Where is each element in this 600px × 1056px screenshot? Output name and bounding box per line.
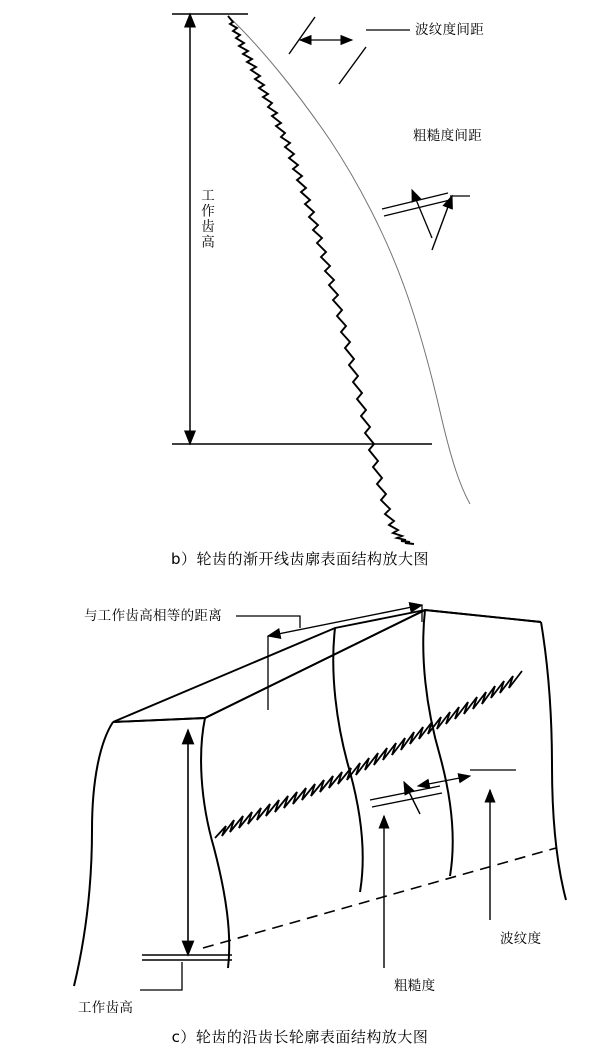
tooth-flank-3 <box>333 628 362 892</box>
label-waviness-spacing: 波纹度间距 <box>415 22 484 38</box>
label-working-tooth-height-b: 工作齿高 <box>198 188 214 250</box>
tooth-top-right-edge <box>425 610 541 622</box>
label-working-tooth-height-c: 工作齿高 <box>78 1000 134 1016</box>
trace-helper-hidden <box>227 15 378 509</box>
tooth-flank-4 <box>423 610 452 876</box>
nominal-profile-curve <box>228 16 470 504</box>
figure-b-group <box>172 14 470 544</box>
tooth-top-left-edge <box>113 718 205 722</box>
tooth-top-back-edge <box>113 610 425 722</box>
trace-helper-hidden-2 <box>228 16 418 537</box>
lead-surface-jagged-trace <box>215 671 522 838</box>
label-distance-equal-to-working-height: 与工作齿高相等的距离 <box>84 608 222 624</box>
working-height-leader-c <box>140 962 182 990</box>
profile-trace-jagged <box>228 16 414 544</box>
label-waviness: 波纹度 <box>500 931 542 947</box>
equal-distance-leader <box>236 616 300 628</box>
roughness-indicator-c <box>370 782 442 968</box>
caption-figure-b: b）轮齿的渐开线齿廓表面结构放大图 <box>170 550 430 568</box>
label-roughness: 粗糙度 <box>394 978 436 994</box>
label-roughness-spacing: 粗糙度间距 <box>413 128 482 144</box>
figure-c-group <box>74 605 566 990</box>
tooth-right-flank <box>541 622 566 900</box>
roughness-spacing-indicator <box>382 186 470 250</box>
caption-figure-c: c）轮齿的沿齿长轮廓表面结构放大图 <box>171 1028 429 1046</box>
equal-distance-dimension <box>268 605 422 636</box>
waviness-indicator-c <box>418 770 516 920</box>
waviness-spacing-indicator <box>289 17 410 84</box>
tooth-left-flank <box>74 722 113 986</box>
tooth-flank-2 <box>201 718 229 968</box>
